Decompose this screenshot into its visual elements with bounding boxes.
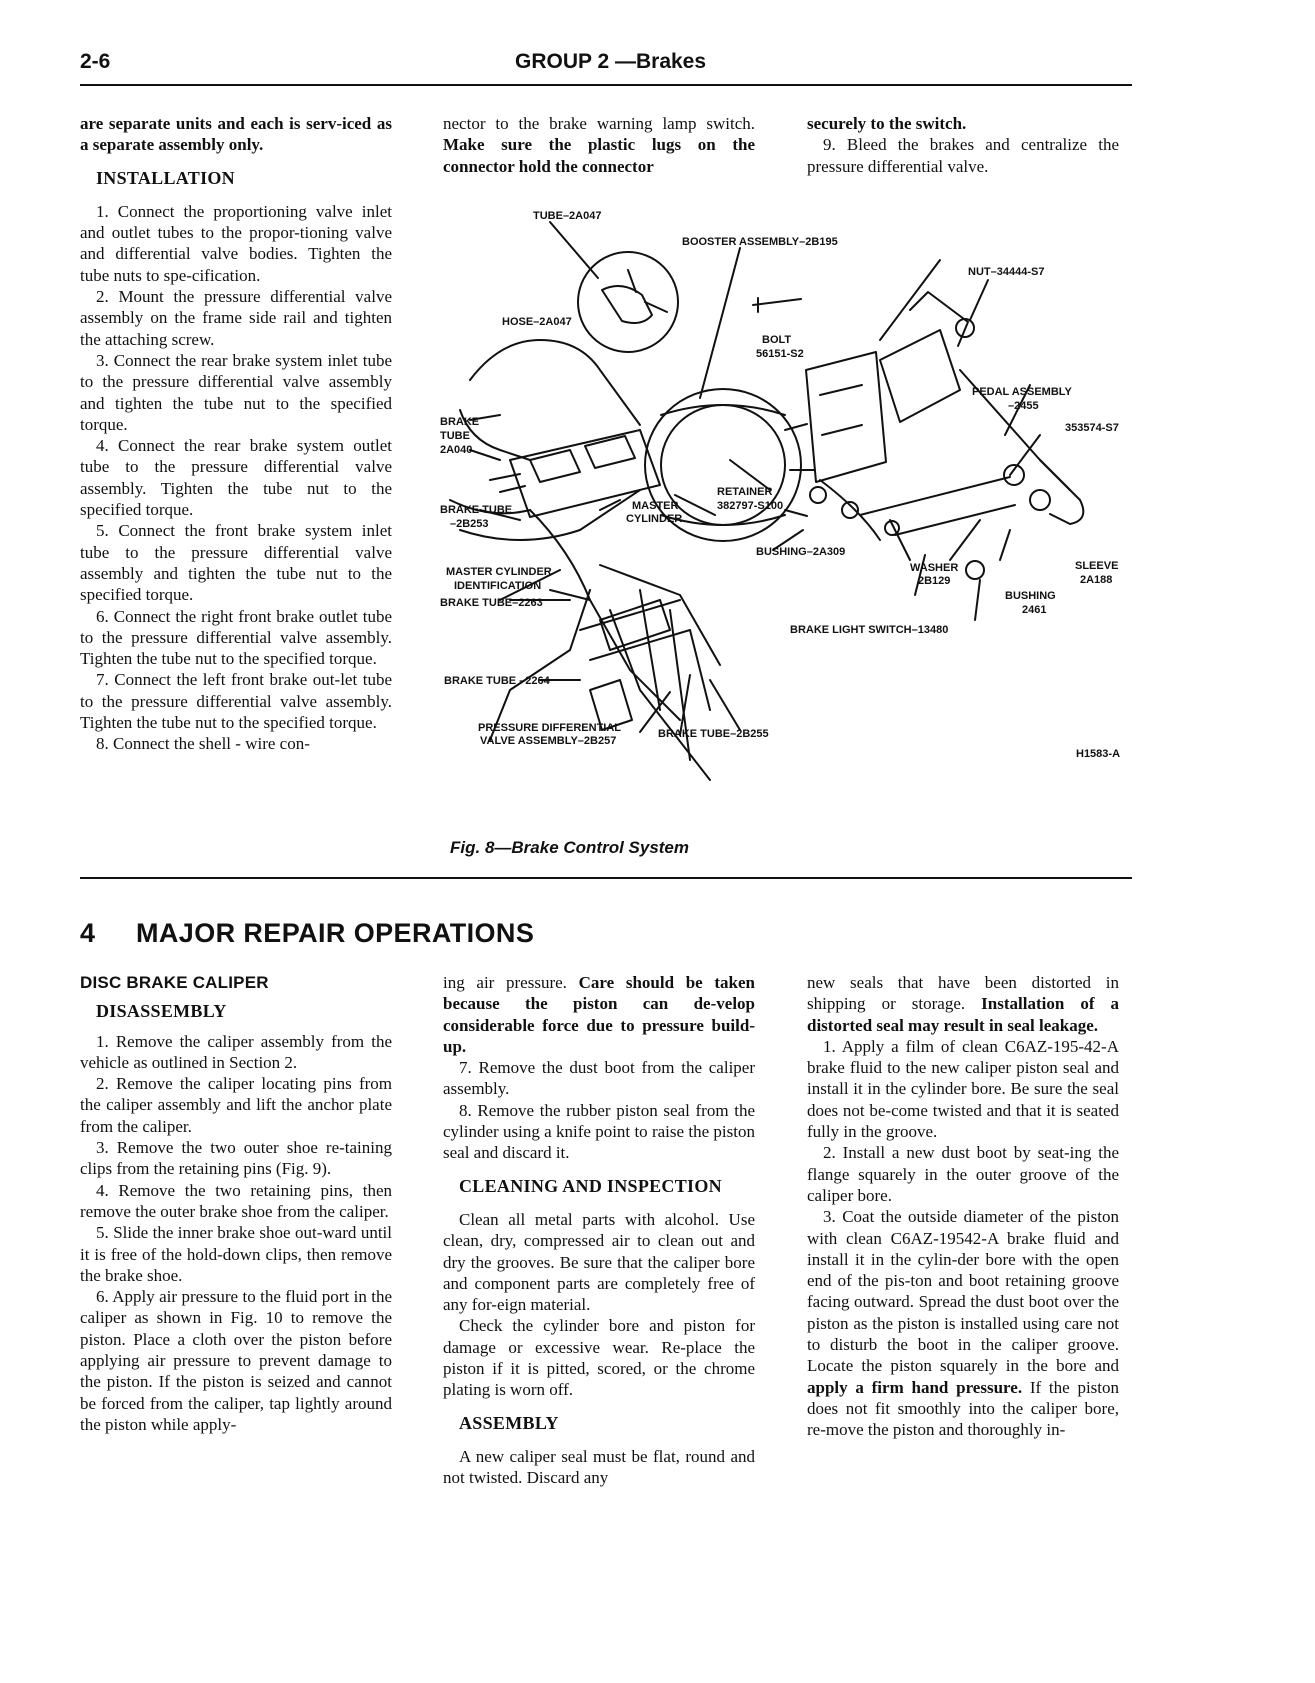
assembly-step: 3. Coat the outside diameter of the piston with clean C6AZ-19542-A brake fluid and install it in the cylin-der bore with the open end of the pis-ton and boot retaining groove facing outward. Spread the dust boot over the piston as the piston is installed using care not to disturb the boot in the caliper groove. Locate the piston squarely in the bore and: [807, 1207, 1119, 1376]
bleed-step: 9. Bleed the brakes and centralize the pressure differential valve.: [807, 135, 1119, 176]
seal-warning: Installation of a distorted seal may result in seal leakage.: [807, 994, 1119, 1035]
label-bushing: BUSHING: [1005, 590, 1056, 602]
disc-brake-caliper-heading: DISC BRAKE CALIPER: [80, 973, 269, 992]
assembly-column: [807, 972, 1119, 1441]
label-master: MASTER: [632, 500, 679, 512]
inspection-paragraph: Check the cylinder bore and piston for damage or excessive wear. Re-place the piston if it is pitted, scored, or the chrome plating is worn off.: [443, 1316, 755, 1400]
installation-heading: INSTALLATION: [96, 167, 235, 188]
label-bolt-number: 56151-S2: [756, 348, 804, 360]
installation-step: 2. Mount the pressure differential valve assembly on the frame side rail and tighten the attaching screw.: [80, 287, 392, 349]
installation-column: [80, 113, 392, 755]
label-brake-tube-2b253-a: BRAKE TUBE: [440, 504, 513, 516]
cleaning-column: [443, 972, 755, 1489]
figure-caption: Fig. 8—Brake Control System: [450, 838, 690, 857]
disassembly-step: 8. Remove the rubber piston seal from the cylinder using a knife point to raise the piston seal and discard it.: [443, 1100, 755, 1163]
disassembly-step: 7. Remove the dust boot from the caliper assembly.: [443, 1058, 755, 1099]
label-nut: NUT–34444-S7: [968, 266, 1045, 278]
assembly-heading: ASSEMBLY: [459, 1412, 559, 1433]
installation-step: 8. Connect the shell - wire con-: [96, 734, 310, 754]
connector-column: [443, 113, 755, 177]
label-mc-ident-a: MASTER CYLINDER: [446, 566, 552, 578]
switch-text: securely to the switch.: [807, 114, 967, 133]
label-booster: BOOSTER ASSEMBLY–2B195: [682, 236, 838, 248]
label-cylinder: CYLINDER: [626, 513, 683, 525]
disassembly-step: 1. Remove the caliper assembly from the vehicle as outlined in Section 2.: [80, 1031, 392, 1072]
assembly-step-end: If the piston does not fit smoothly into the caliper bore, re-move the piston and thoroughly in-: [807, 1377, 1120, 1440]
label-pedal-number: –2455: [1008, 400, 1039, 412]
group-title: GROUP 2 —Brakes: [515, 50, 707, 73]
cleaning-heading: CLEANING AND INSPECTION: [459, 1175, 722, 1196]
continued-text: ing air pressure.: [443, 973, 567, 992]
assembly-step: 1. Apply a film of clean C6AZ-195-42-A brake fluid to the new caliper piston seal and install it in the cylinder bore. Be sure the seal does not be-come twisted and that it is seated fully in the groove.: [807, 1036, 1119, 1142]
label-pdv-a: PRESSURE DIFFERENTIAL: [478, 722, 622, 734]
section-title-text: MAJOR REPAIR OPERATIONS: [136, 918, 535, 948]
installation-step: 6. Connect the right front brake outlet tube to the pressure differential valve assembly. Tighten the tube nut to the specified torque.: [80, 606, 392, 669]
brake-control-figure: [440, 210, 1130, 840]
lead-text: are separate units and each is serv-iced as a separate assembly only.: [80, 114, 392, 155]
disassembly-step: 6. Apply air pressure to the fluid port in the caliper as shown in Fig. 10 to remove the piston. Place a cloth over the piston before applying air pressure to prevent damage to the piston. If the piston is seized and cannot be forced from the caliper, tap lightly around the piston while apply-: [80, 1287, 392, 1434]
cleaning-paragraph: Clean all metal parts with alcohol. Use clean, dry, compressed air to clean out and dry the grooves. Be sure that the caliper bore and component parts are completely free of any for-eign material.: [443, 1209, 755, 1315]
installation-step: 1. Connect the proportioning valve inlet and outlet tubes to the propor-tioning valve and differential valve bodies. Tighten the tube nuts to spe-cification.: [80, 201, 392, 285]
installation-step: 3. Connect the rear brake system inlet tube to the pressure differential valve assembly and tighten the tube nut to the specified torque.: [80, 350, 392, 434]
label-brake-tube-a: BRAKE: [440, 416, 480, 428]
label-mc-ident-b: IDENTIFICATION: [454, 580, 542, 592]
disassembly-step: 3. Remove the two outer shoe re-taining clips from the retaining pins (Fig. 9).: [80, 1138, 392, 1179]
label-bushing-number: 2461: [1022, 604, 1047, 616]
label-tube-2a047: TUBE–2A047: [533, 210, 602, 222]
disassembly-column: [80, 972, 392, 1435]
label-brake-tube-2264: BRAKE TUBE –2264: [444, 675, 550, 687]
connector-text: nector to the brake warning lamp switch.: [443, 114, 755, 133]
section-title: [80, 918, 534, 949]
figure-code: H1583-A: [1076, 748, 1121, 760]
caution-text: Care should be taken because the piston can de-velop considerable force due to pressure build-up.: [443, 973, 755, 1056]
installation-step: 7. Connect the left front brake out-let tube to the pressure differential valve assembly. Tighten the tube nut to the specified torque.: [80, 670, 392, 733]
page-number: 2-6: [80, 50, 111, 73]
label-brake-tube-2b255: BRAKE TUBE–2B255: [658, 728, 769, 740]
label-retainer-number: 382797-S100: [717, 500, 784, 512]
disassembly-step: 2. Remove the caliper locating pins from the caliper assembly and lift the anchor plate from the caliper.: [80, 1074, 392, 1136]
label-bushing-2a309: BUSHING–2A309: [756, 546, 846, 558]
installation-step: 5. Connect the front brake system inlet tube to the pressure differential valve assembly and tighten the tube nut to the specified torque.: [80, 521, 392, 605]
disassembly-heading: DISASSEMBLY: [96, 1001, 227, 1022]
section-rule: [80, 877, 1132, 879]
label-brake-light-switch: BRAKE LIGHT SWITCH–13480: [790, 624, 949, 636]
seal-text: new seals that have been distorted in shipping or storage.: [807, 973, 1119, 1014]
header-rule: [80, 84, 1132, 86]
disassembly-step: 4. Remove the two retaining pins, then remove the outer brake shoe from the caliper.: [80, 1180, 392, 1221]
assembly-paragraph: A new caliper seal must be flat, round and not twisted. Discard any: [443, 1446, 755, 1488]
label-sleeve: SLEEVE: [1075, 560, 1119, 572]
label-hose: HOSE–2A047: [502, 316, 572, 328]
label-bolt: BOLT: [762, 334, 792, 346]
label-retainer: RETAINER: [717, 486, 773, 498]
pressure-note: apply a firm hand pressure.: [807, 1377, 1023, 1397]
label-brake-tube-c: 2A040: [440, 444, 473, 456]
label-brake-tube-2263: BRAKE TUBE–2263: [440, 597, 543, 609]
label-brake-tube-2b253-b: –2B253: [450, 518, 489, 530]
bleed-column: [807, 113, 1119, 177]
label-pedal: PEDAL ASSEMBLY: [972, 386, 1072, 398]
section-number: 4: [80, 918, 96, 948]
label-washer: WASHER: [910, 562, 959, 574]
label-353574: 353574-S7: [1065, 422, 1119, 434]
label-brake-tube-b: TUBE: [440, 430, 470, 442]
label-sleeve-number: 2A188: [1080, 574, 1113, 586]
label-washer-number: 2B129: [918, 575, 951, 587]
installation-step: 4. Connect the rear brake system outlet tube to the pressure differential valve assembly. Tighten the tube nut to the specified torque.: [80, 436, 392, 520]
label-pdv-b: VALVE ASSEMBLY–2B257: [480, 735, 617, 747]
assembly-step: 2. Install a new dust boot by seat-ing the flange squarely in the outer groove of the caliper bore.: [807, 1143, 1119, 1205]
connector-warning: Make sure the plastic lugs on the connector hold the connector: [443, 135, 755, 176]
disassembly-step: 5. Slide the inner brake shoe out-ward until it is free of the hold-down clips, then remove the brake shoe.: [80, 1223, 392, 1285]
